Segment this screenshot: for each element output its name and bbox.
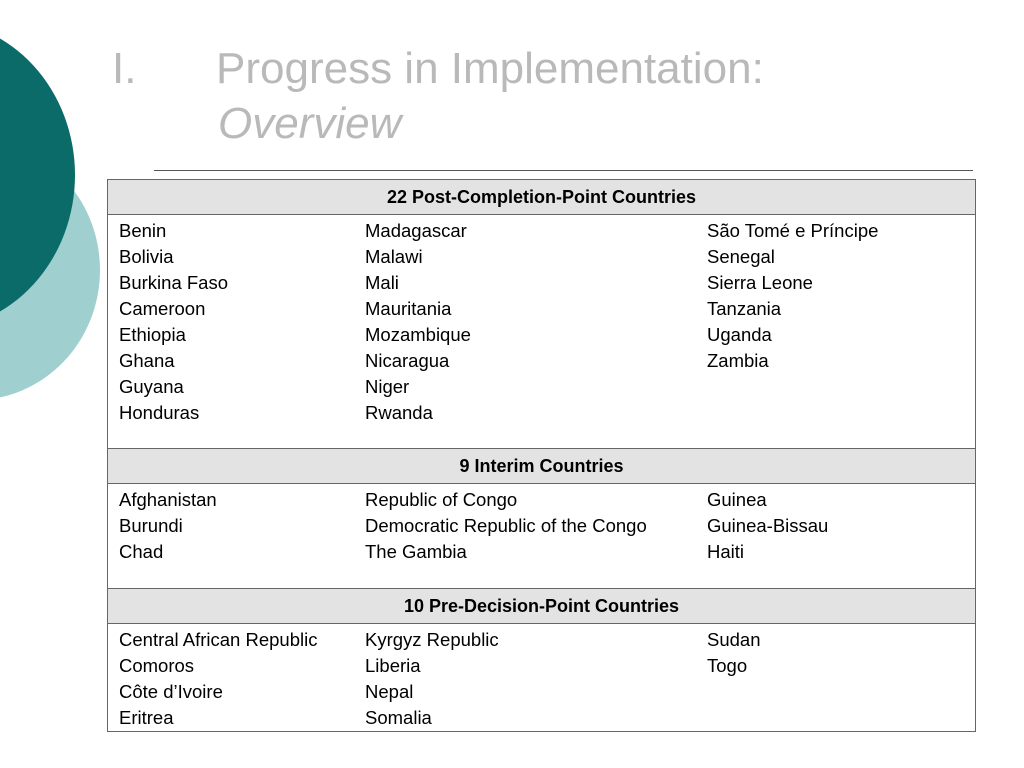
country-column — [108, 624, 366, 732]
country-name: Benin — [119, 220, 167, 241]
section-body-interim — [108, 484, 976, 589]
country-name: Rwanda — [365, 402, 433, 423]
country-name: Ghana — [119, 350, 175, 371]
country-column — [108, 484, 366, 589]
country-name: Comoros — [119, 655, 195, 676]
title-number: I. — [112, 44, 137, 93]
country-name: Nicaragua — [365, 350, 450, 371]
country-name: Cameroon — [119, 298, 206, 319]
section-heading-pre-decision: 10 Pre-Decision-Point Countries — [108, 589, 976, 624]
country-name: Côte d’Ivoire — [119, 681, 223, 702]
section-header — [108, 180, 976, 215]
slide-subtitle: Overview — [218, 99, 402, 148]
section-heading-post-completion: 22 Post-Completion-Point Countries — [108, 180, 976, 215]
countries-table — [107, 179, 976, 732]
country-name: Haiti — [707, 541, 745, 562]
country-name: Mauritania — [365, 298, 452, 319]
country-column — [365, 215, 707, 449]
country-name: Guinea — [707, 489, 767, 510]
country-name: Sudan — [707, 629, 761, 650]
country-name: Afghanistan — [119, 489, 217, 510]
country-name: São Tomé e Príncipe — [707, 220, 879, 241]
country-name: Central African Republic — [119, 629, 318, 650]
country-name: Ethiopia — [119, 324, 186, 345]
section-body-pre-decision — [108, 624, 976, 732]
country-column — [707, 624, 976, 732]
slide-title: Progress in Implementation: — [216, 44, 764, 93]
country-name: Eritrea — [119, 707, 174, 728]
country-name: Burundi — [119, 515, 183, 536]
section-body-post-completion — [108, 215, 976, 449]
country-name: Zambia — [707, 350, 769, 371]
country-name: Malawi — [365, 246, 423, 267]
country-name: Tanzania — [707, 298, 782, 319]
country-name: Guinea-Bissau — [707, 515, 829, 536]
country-name: Republic of Congo — [365, 489, 518, 510]
country-name: Niger — [365, 376, 410, 397]
country-name: Burkina Faso — [119, 272, 228, 293]
country-name: Liberia — [365, 655, 421, 676]
country-name: Mali — [365, 272, 399, 293]
country-name: Bolivia — [119, 246, 174, 267]
country-column — [707, 484, 976, 589]
country-name: Togo — [707, 655, 748, 676]
country-column — [108, 215, 366, 449]
country-name: Sierra Leone — [707, 272, 813, 293]
section-header — [108, 589, 976, 624]
country-name: Guyana — [119, 376, 184, 397]
country-name: Uganda — [707, 324, 772, 345]
country-name: Nepal — [365, 681, 414, 702]
country-column — [707, 215, 976, 449]
country-name: Chad — [119, 541, 164, 562]
country-name: Madagascar — [365, 220, 467, 241]
country-name: Mozambique — [365, 324, 471, 345]
country-column — [365, 624, 707, 732]
country-column — [365, 484, 707, 589]
title-divider — [154, 170, 973, 171]
country-name: Democratic Republic of the Congo — [365, 515, 647, 536]
country-name: Honduras — [119, 402, 200, 423]
section-heading-interim: 9 Interim Countries — [108, 449, 976, 484]
section-header — [108, 449, 976, 484]
country-name: Somalia — [365, 707, 432, 728]
country-name: Senegal — [707, 246, 775, 267]
country-name: Kyrgyz Republic — [365, 629, 499, 650]
country-name: The Gambia — [365, 541, 467, 562]
